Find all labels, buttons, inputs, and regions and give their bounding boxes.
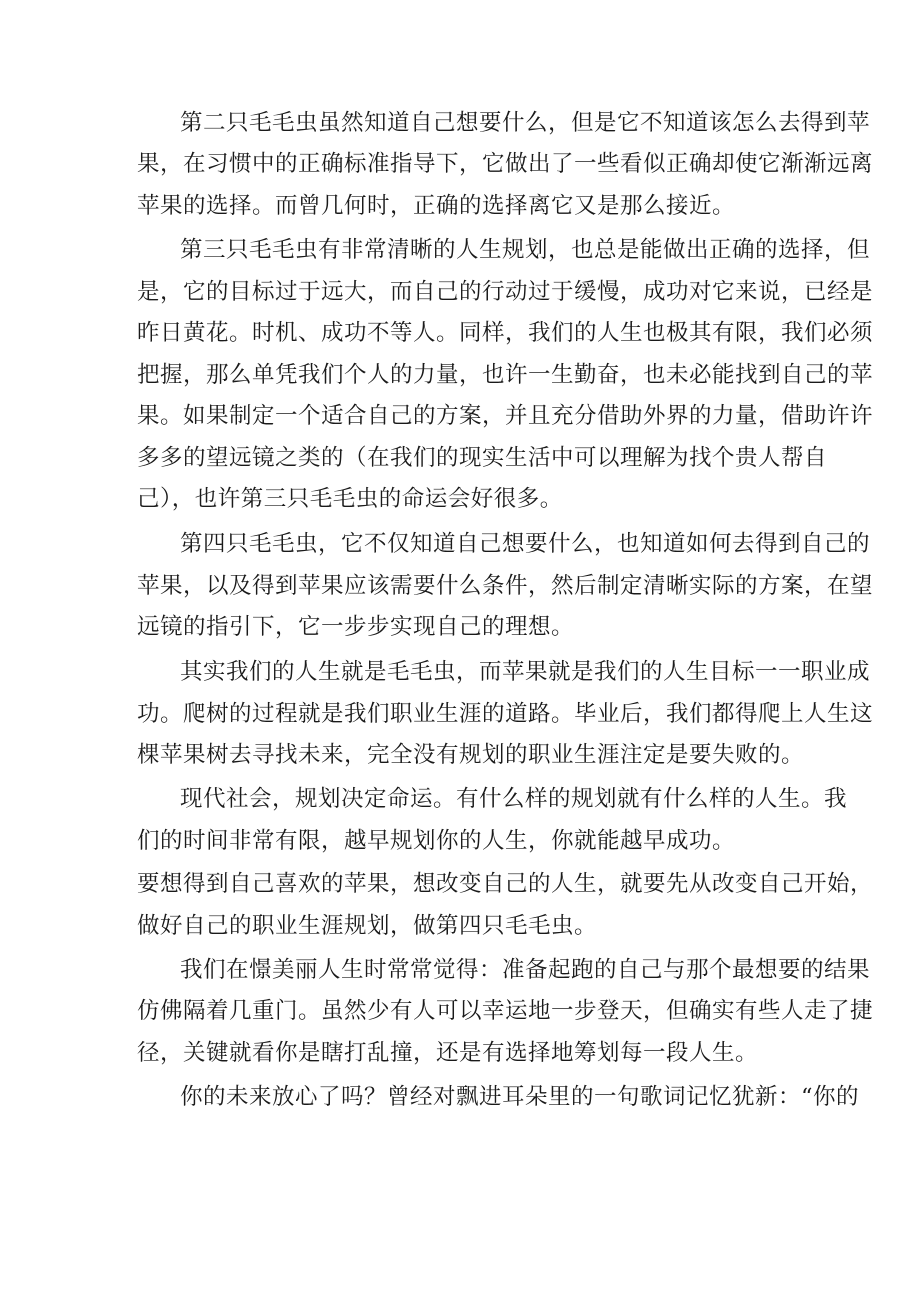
text-line: 棵苹果树去寻找未来，完全没有规划的职业生涯注定是要失败的。: [137, 742, 805, 768]
text-line: 苹果的选择。而曾几何时，正确的选择离它又是那么接近。: [137, 193, 736, 219]
text-line: 第四只毛毛虫，它不仅知道自己想要什么，也知道如何去得到自己的: [180, 531, 871, 557]
text-line: 你的未来放心了吗？曾经对飘进耳朵里的一句歌词记忆犹新：“你的: [180, 1084, 860, 1110]
text-line: 现代社会，规划决定命运。有什么样的规划就有什么样的人生。我: [180, 786, 848, 812]
text-line: 昨日黄花。时机、成功不等人。同样，我们的人生也极其有限，我们必须: [137, 320, 874, 346]
text-line: 其实我们的人生就是毛毛虫，而苹果就是我们的人生目标一一职业成: [180, 659, 871, 685]
text-line: 苹果，以及得到苹果应该需要什么条件，然后制定清晰实际的方案，在望: [137, 573, 874, 599]
text-line: 多多的望远镜之类的（在我们的现实生活中可以理解为找个贵人帮自: [137, 445, 828, 471]
text-line: 功。爬树的过程就是我们职业生涯的道路。毕业后，我们都得爬上人生这: [137, 701, 874, 727]
text-line: 果，在习惯中的正确标准指导下，它做出了一些看似正确却使它渐渐远离: [137, 151, 874, 177]
text-line: 要想得到自己喜欢的苹果，想改变自己的人生，就要先从改变自己开始，: [137, 871, 874, 897]
text-line: 己），也许第三只毛毛虫的命运会好很多。: [137, 486, 563, 512]
text-line: 做好自己的职业生涯规划，做第四只毛毛虫。: [137, 913, 598, 939]
text-line: 果。如果制定一个适合自己的方案，并且充分借助外界的力量，借助许许: [137, 403, 874, 429]
text-line: 是，它的目标过于远大，而自己的行动过于缓慢，成功对它来说，已经是: [137, 279, 874, 305]
text-line: 远镜的指引下，它一步步实现自己的理想。: [137, 614, 575, 640]
text-line: 径，关键就看你是瞎打乱撞，还是有选择地筹划每一段人生。: [137, 1040, 759, 1066]
text-line: 把握，那么单凭我们个人的力量，也许一生勤奋，也未必能找到自己的苹: [137, 362, 874, 388]
text-line: 第二只毛毛虫虽然知道自己想要什么，但是它不知道该怎么去得到苹: [180, 110, 871, 136]
text-line: 们的时间非常有限，越早规划你的人生，你就能越早成功。: [137, 828, 736, 854]
text-line: 仿佛隔着几重门。虽然少有人可以幸运地一步登天，但确实有些人走了捷: [137, 998, 874, 1024]
text-line: 我们在憬美丽人生时常常觉得：准备起跑的自己与那个最想要的结果: [180, 957, 871, 983]
text-line: 第三只毛毛虫有非常清晰的人生规划，也总是能做出正确的选择，但: [180, 237, 871, 263]
